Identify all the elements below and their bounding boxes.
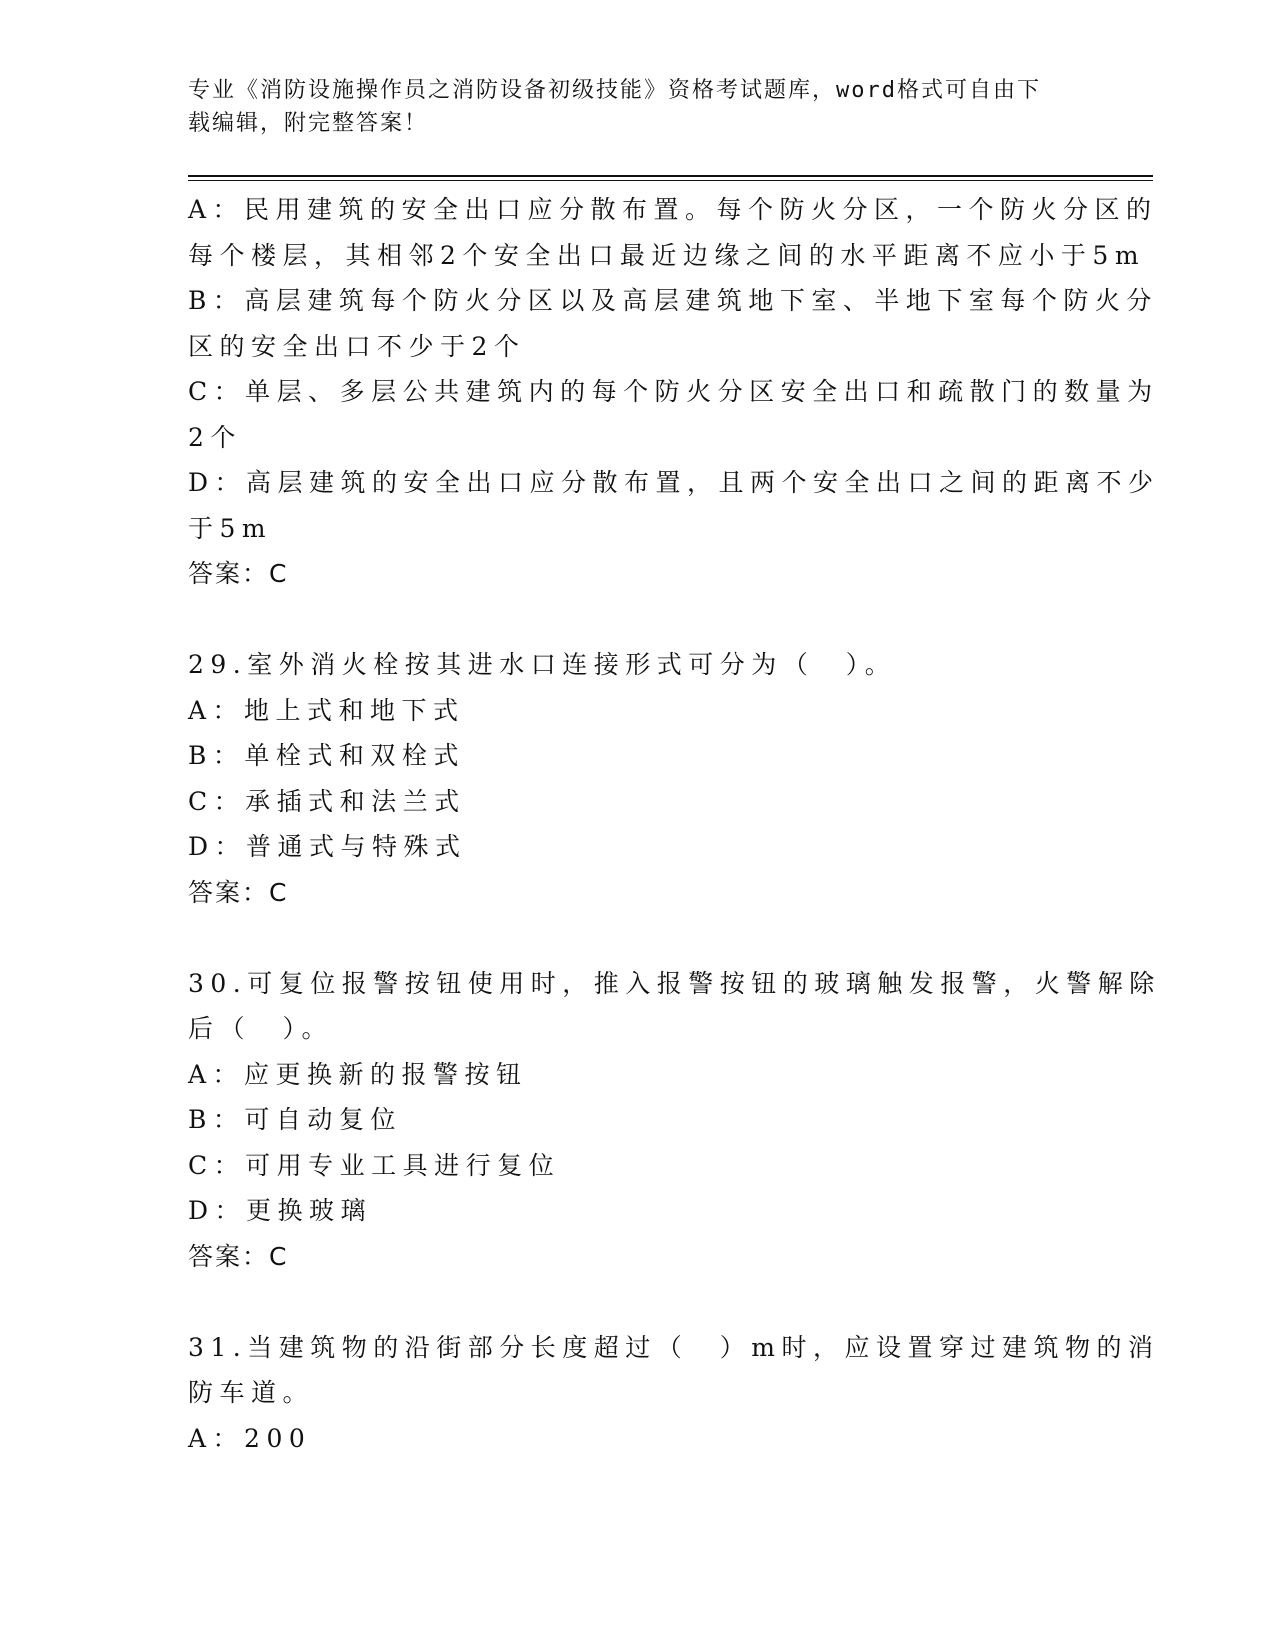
- q31-stem-line-2: 防车道。: [188, 1378, 315, 1407]
- question-29-block: [188, 642, 1088, 915]
- header-rule-thin: [188, 180, 1153, 181]
- q29-option-a: A：地上式和地下式: [188, 695, 465, 725]
- q29-option-d: D：普通式与特殊式: [188, 832, 467, 861]
- q28-option-c-line-2: 2个: [188, 422, 242, 452]
- question-30-block: [188, 961, 1161, 1280]
- q30-stem-line-1: 30.可复位报警按钮使用时，推入报警按钮的玻璃触发报警，火警解除: [188, 968, 1161, 998]
- q28-option-a-line-2: 每个楼层，其相邻2个安全出口最近边缘之间的水平距离不应小于5m: [188, 240, 1146, 270]
- question-28-block: [188, 187, 1160, 597]
- q28-option-a-line-1: A：民用建筑的安全出口应分散布置。每个防火分区，一个防火分区的: [188, 195, 1158, 224]
- spacer: [188, 1279, 1088, 1325]
- q28-option-d-line-2: 于5m: [188, 513, 273, 543]
- spacer: [188, 597, 1088, 643]
- header-line-2: 载编辑，附完整答案！: [188, 111, 429, 136]
- spacer: [188, 915, 1088, 961]
- q30-answer: 答案：C: [188, 1241, 289, 1271]
- q30-stem-line-2: 后（ ）。: [188, 1014, 334, 1043]
- q31-stem-line-1: 31.当建筑物的沿街部分长度超过（ ）m时，应设置穿过建筑物的消: [188, 1332, 1160, 1362]
- q30-option-c: C：可用专业工具进行复位: [188, 1150, 561, 1180]
- header-rule-thick: [188, 175, 1153, 177]
- q28-option-c-line-1: C：单层、多层公共建筑内的每个防火分区安全出口和疏散门的数量为: [188, 377, 1159, 406]
- q28-option-b-line-1: B：高层建筑每个防火分区以及高层建筑地下室、半地下室每个防火分: [188, 286, 1158, 315]
- q29-answer: 答案：C: [188, 877, 289, 907]
- q29-stem: 29.室外消火栓按其进水口连接形式可分为（ ）。: [188, 650, 897, 679]
- q30-option-b: B：可自动复位: [188, 1105, 402, 1134]
- q31-option-a: A：200: [188, 1423, 312, 1453]
- document-header: [188, 74, 1068, 140]
- q30-option-d: D：更换玻璃: [188, 1196, 373, 1225]
- q29-option-b: B：单栓式和双栓式: [188, 741, 465, 770]
- q28-option-b-line-2: 区的安全出口不少于2个: [188, 331, 526, 361]
- header-line-1: 专业《消防设施操作员之消防设备初级技能》资格考试题库，word格式可自由下: [188, 78, 1041, 103]
- q28-option-d-line-1: D：高层建筑的安全出口应分散布置，且两个安全出口之间的距离不少: [188, 468, 1160, 497]
- question-31-block: [188, 1325, 1160, 1462]
- q29-option-c: C：承插式和法兰式: [188, 786, 466, 816]
- q30-option-a: A：应更换新的报警按钮: [188, 1059, 528, 1089]
- question-content: [188, 187, 1161, 1461]
- q28-answer: 答案：C: [188, 559, 289, 588]
